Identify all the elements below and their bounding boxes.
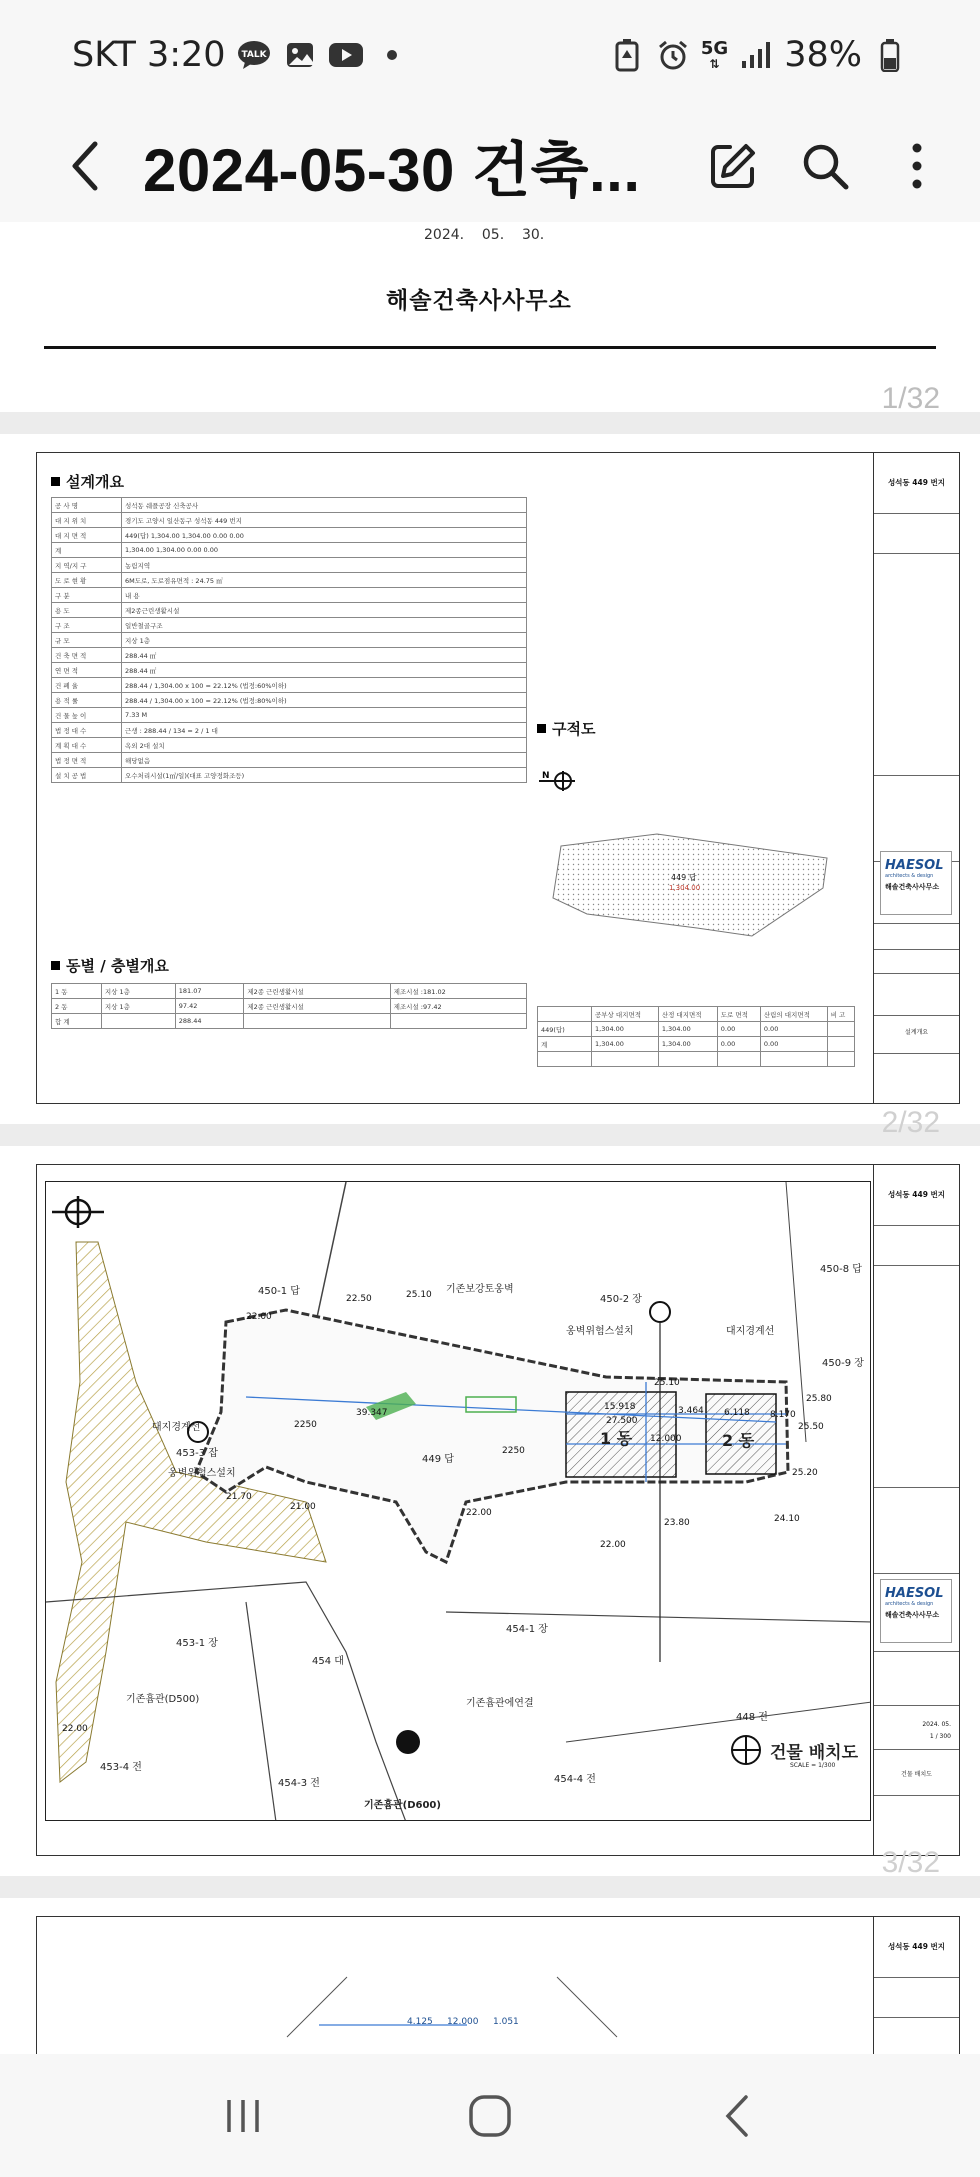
overview-cell: 지 역/지 구 (52, 558, 122, 573)
overview-row (52, 738, 527, 753)
section-heading (537, 718, 595, 739)
page1-divider (44, 346, 936, 349)
titleblock-scale: 1 / 300 (929, 1733, 951, 1740)
pipe-label: 기존흄관(D600) (364, 1800, 441, 1811)
parcel-label: 454-3 전 (278, 1778, 320, 1789)
overview-cell: 1,304.00 1,304.00 0.00 0.00 (122, 543, 527, 558)
overview-row (52, 693, 527, 708)
section-location-title: 구적도 (552, 720, 596, 738)
parcel-label: 448 전 (736, 1712, 768, 1723)
page-number: 3/32 (881, 1846, 940, 1879)
app-bar (0, 110, 980, 222)
dimension-label: 25.20 (792, 1468, 818, 1478)
dimension-label: 2250 (294, 1420, 317, 1430)
boundary-label: 대지경계선 (152, 1422, 201, 1433)
section-overview-title: 설계개요 (66, 473, 124, 491)
document-title: 2024-05-30 건축... (143, 137, 641, 204)
building-cell: 제조시설 :97.42 (390, 999, 526, 1014)
building-cell: 지상 1층 (101, 984, 175, 999)
overview-row (52, 768, 527, 783)
home-icon[interactable] (450, 2076, 530, 2156)
overview-cell: 설 치 공 법 (52, 768, 122, 783)
section-buildings-title: 동별 / 층별개요 (66, 957, 169, 975)
back-arrow-icon[interactable] (45, 126, 125, 206)
dimension-label: 21.00 (290, 1502, 316, 1512)
overview-cell: 용 도 (52, 603, 122, 618)
parcel-label: 450-8 답 (820, 1264, 862, 1275)
youtube-icon (328, 37, 364, 73)
titleblock-project: 성석동 449 번지 (887, 1942, 946, 1951)
building-1-label: 1 동 (600, 1429, 633, 1448)
building-cell: 제2종 근린생활시설 (244, 984, 390, 999)
building-2-label: 2 동 (722, 1431, 755, 1450)
overview-row (52, 558, 527, 573)
overview-cell: 구 조 (52, 618, 122, 633)
pdf-page-2 (0, 434, 980, 1139)
overview-row (52, 753, 527, 768)
sheet-frame (36, 1916, 960, 2054)
title-block (873, 453, 959, 1103)
dimension-label: 39.347 (356, 1408, 388, 1418)
dimension-label: 6.118 (724, 1408, 750, 1418)
brand-sub: architects & design (885, 1601, 934, 1607)
parcel-label: 449 답 (671, 873, 697, 882)
svg-text:TALK: TALK (241, 50, 267, 60)
overview-cell: 규 모 (52, 633, 122, 648)
location-area-table: 공부상 대지면적 산정 대지면적 도로 면적 산림의 대지면적 비 고 449(답) 1,304.00 1,304.00 0.00 0.00 계 1,304.00 1,304.00 0.00 0.00 (537, 1006, 855, 1067)
north-arrow-icon (537, 768, 577, 798)
overview-cell: 대 지 면 적 (52, 528, 122, 543)
dimension-label: 27.500 (606, 1416, 638, 1426)
overview-cell: 공 사 명 (52, 498, 122, 513)
building-cell (101, 1014, 175, 1029)
dimension-label: 22.00 (600, 1540, 626, 1550)
overview-cell: 내 용 (122, 588, 527, 603)
titleblock-sheet: 설계개요 (904, 1029, 929, 1036)
overview-cell: 성석동 쉐플공장 신축공사 (122, 498, 527, 513)
dimension-label: 24.10 (774, 1514, 800, 1524)
sheet-frame (36, 1164, 960, 1856)
dot-icon (374, 37, 410, 73)
dimension-label: 22.00 (466, 1508, 492, 1518)
overview-cell: 건 축 면 적 (52, 648, 122, 663)
overview-cell: 288.44 / 1,304.00 x 100 = 22.12% (법정:80%이하) (122, 693, 527, 708)
building-cell: 181.07 (175, 984, 244, 999)
overview-cell: 6M도로, 도로점유면적 : 24.75 ㎡ (122, 573, 527, 588)
existing-wall-label: 기존보강토옹벽 (446, 1284, 514, 1295)
parcel-label: 454 대 (312, 1656, 344, 1667)
battery-percent: 38% (784, 35, 862, 75)
brand-office: 해솔건축사사무소 (885, 883, 940, 891)
pdf-page-1 (0, 222, 980, 415)
alarm-icon (655, 37, 691, 73)
parcel-diagram (547, 828, 837, 952)
overview-cell: 옥외 2대 설치 (122, 738, 527, 753)
pdf-page-3 (0, 1146, 980, 1879)
gallery-icon (282, 37, 318, 73)
overview-cell: 288.44 ㎡ (122, 648, 527, 663)
network-indicator: 5G ⇅ (700, 38, 729, 71)
pipe-connect-label: 기존흄관에연결 (466, 1698, 534, 1709)
page1-office-name: 해솔건축사사무소 (386, 288, 572, 314)
pipe-label: 기존흄관(D500) (126, 1694, 200, 1705)
overview-row (52, 588, 527, 603)
building-cell (390, 1014, 526, 1029)
more-vert-icon[interactable] (882, 131, 952, 201)
overview-cell: 농림지역 (122, 558, 527, 573)
overview-cell: 지상 1층 (122, 633, 527, 648)
building-cell: 288.44 (175, 1014, 244, 1029)
overview-table (51, 497, 527, 783)
battery-icon (872, 37, 908, 73)
building-row (52, 1014, 527, 1029)
overview-cell: 대 지 위 치 (52, 513, 122, 528)
recent-apps-icon[interactable] (203, 2076, 283, 2156)
parcel-label: 454-1 장 (506, 1624, 548, 1635)
network-type: 5G (700, 38, 729, 59)
dimension-label: 25.10 (406, 1290, 432, 1300)
pdf-viewer[interactable] (0, 222, 980, 2054)
dimension-label: 25.50 (798, 1422, 824, 1432)
battery-saver-icon (609, 37, 645, 73)
section-heading (51, 955, 169, 976)
dimension-label: 4.125 (407, 2017, 433, 2027)
parcel-label: 453-4 전 (100, 1762, 142, 1773)
parcel-area: 1,304.00 (669, 884, 701, 892)
overview-row (52, 513, 527, 528)
status-bar (0, 0, 980, 110)
dimension-label: 12.000 (650, 1434, 682, 1444)
back-nav-icon[interactable] (697, 2076, 777, 2156)
parcel-label: 454-4 전 (554, 1774, 596, 1785)
brand-sub: architects & design (885, 873, 934, 879)
dimension-label: 12.000 (447, 2017, 479, 2027)
overview-cell: 계 (52, 543, 122, 558)
title-block (873, 1917, 959, 2054)
dimension-label: 22.00 (246, 1312, 272, 1322)
overview-cell: 건 폐 율 (52, 678, 122, 693)
overview-row (52, 543, 527, 558)
overview-row (52, 648, 527, 663)
building-cell: 지상 1층 (101, 999, 175, 1014)
retaining-wall-label: 옹벽위험스설치 (566, 1326, 634, 1337)
dimension-label: 1.051 (493, 2017, 519, 2027)
overview-row (52, 573, 527, 588)
status-time: SKT 3:20 (72, 35, 226, 75)
brand-office: 해솔건축사사무소 (885, 1611, 940, 1619)
building-cell: 2 동 (52, 999, 102, 1014)
overview-cell: 근생 : 288.44 / 134 = 2 / 1 대 (122, 723, 527, 738)
overview-cell: 계 획 대 수 (52, 738, 122, 753)
overview-cell: 제2종근린생활시설 (122, 603, 527, 618)
dimension-label: 8.170 (770, 1410, 796, 1420)
svg-text:N: N (542, 771, 550, 781)
overview-cell: 구 분 (52, 588, 122, 603)
page1-date: 2024. 05. 30. (424, 227, 545, 243)
brand-logo (880, 851, 952, 915)
building-row (52, 984, 527, 999)
parcel-label: 453-3 잡 (176, 1448, 218, 1459)
building-cell: 제2종 근린생활시설 (244, 999, 390, 1014)
signal-icon (738, 37, 774, 73)
parcel-label: 449 답 (422, 1454, 454, 1465)
dimension-label: 23.80 (664, 1518, 690, 1528)
overview-cell: 법 정 면 적 (52, 753, 122, 768)
overview-cell: 오수처리시설(1㎥/일)(대표 고양정화조등) (122, 768, 527, 783)
talk-icon (236, 37, 272, 73)
titleblock-project: 성석동 449 번지 (887, 1190, 946, 1199)
dimension-label: 21.70 (226, 1492, 252, 1502)
parcel-label: 450-2 장 (600, 1294, 642, 1305)
overview-cell: 해당없음 (122, 753, 527, 768)
site-plan-drawing (45, 1181, 871, 1821)
overview-row (52, 633, 527, 648)
overview-row (52, 528, 527, 543)
buildings-table (51, 983, 527, 1029)
overview-cell: 건 물 높 이 (52, 708, 122, 723)
overview-row (52, 663, 527, 678)
building-cell (244, 1014, 390, 1029)
overview-cell: 법 정 대 수 (52, 723, 122, 738)
page-number: 1/32 (881, 382, 940, 415)
overview-cell: 7.33 M (122, 708, 527, 723)
section-heading (51, 471, 124, 492)
parcel-label: 450-9 장 (822, 1358, 864, 1369)
overview-cell: 288.44 ㎡ (122, 663, 527, 678)
drawing-scale: SCALE = 1/300 (790, 1762, 836, 1769)
titleblock-project: 성석동 449 번지 (887, 478, 946, 487)
building-cell: 제조시설 :181.02 (390, 984, 526, 999)
page-number: 2/32 (881, 1106, 940, 1139)
overview-row (52, 498, 527, 513)
overview-row (52, 708, 527, 723)
title-block (873, 1165, 959, 1855)
dimension-label: 25.10 (654, 1378, 680, 1388)
edit-icon[interactable] (698, 131, 768, 201)
dimension-label: 2250 (502, 1446, 525, 1456)
building-row (52, 999, 527, 1014)
overview-cell: 449(답) 1,304.00 1,304.00 0.00 0.00 (122, 528, 527, 543)
boundary-label: 대지경계선 (726, 1326, 775, 1337)
brand-logo (880, 1579, 952, 1643)
overview-cell: 용 적 률 (52, 693, 122, 708)
system-nav-bar (0, 2054, 980, 2177)
dimension-label: 15.918 (604, 1402, 636, 1412)
overview-row (52, 618, 527, 633)
overview-row (52, 678, 527, 693)
overview-cell: 288.44 / 1,304.00 x 100 = 22.12% (법정:60%이하) (122, 678, 527, 693)
dimension-label: 22.50 (346, 1294, 372, 1304)
titleblock-date: 2024. 05. (922, 1721, 951, 1728)
overview-row (52, 723, 527, 738)
dimension-label: 25.80 (806, 1394, 832, 1404)
sheet-frame (36, 452, 960, 1104)
dimension-label: 22.00 (62, 1724, 88, 1734)
building-cell: 1 동 (52, 984, 102, 999)
drawing-title: 건물 배치도 (770, 1743, 859, 1763)
overview-cell: 일반철골구조 (122, 618, 527, 633)
dimension-label: 3.464 (678, 1406, 704, 1416)
building-cell: 합 계 (52, 1014, 102, 1029)
overview-row (52, 603, 527, 618)
retaining-wall-label: 옹벽위험스설치 (168, 1468, 236, 1479)
search-icon[interactable] (790, 131, 860, 201)
parcel-label: 453-1 장 (176, 1638, 218, 1649)
titleblock-sheet: 건물 배치도 (901, 1771, 932, 1778)
parcel-label: 450-1 답 (258, 1286, 300, 1297)
overview-cell: 경기도 고양시 일산동구 성석동 449 번지 (122, 513, 527, 528)
overview-cell: 연 면 적 (52, 663, 122, 678)
overview-cell: 도 로 현 황 (52, 573, 122, 588)
building-cell: 97.42 (175, 999, 244, 1014)
brand-name: HAESOL (885, 1586, 944, 1601)
brand-name: HAESOL (885, 858, 944, 873)
pdf-page-4 (0, 1898, 980, 2054)
